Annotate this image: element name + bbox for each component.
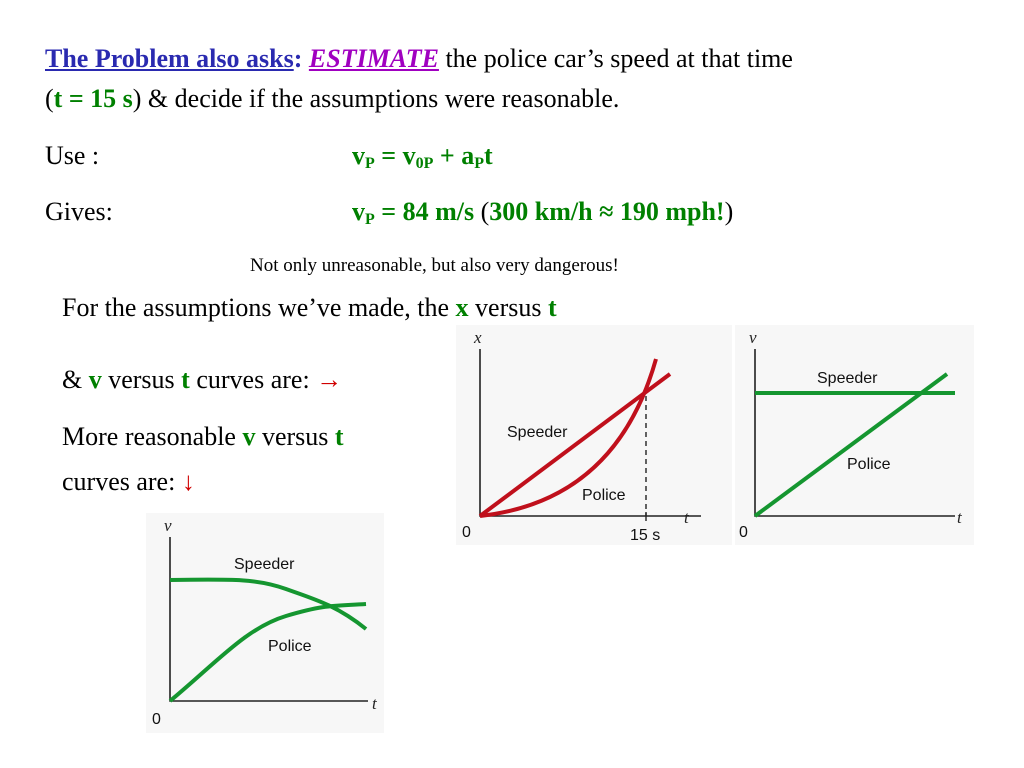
curves-post: curves are: bbox=[189, 365, 317, 394]
assumptions-line bbox=[62, 293, 557, 323]
assumptions-x: x bbox=[455, 293, 469, 322]
reasonable-pre: More reasonable bbox=[62, 422, 243, 451]
plot-v-vs-t bbox=[735, 325, 974, 545]
problem-line-1 bbox=[45, 44, 793, 74]
time-value: t = 15 s bbox=[53, 84, 133, 113]
problem-line-2 bbox=[45, 84, 619, 114]
vt2-origin-label: 0 bbox=[152, 711, 161, 728]
assumptions-mid: versus bbox=[468, 293, 548, 322]
vt-police-label: Police bbox=[847, 456, 891, 473]
eq-sub-0p: 0P bbox=[415, 155, 434, 172]
reasonable-t: t bbox=[334, 422, 344, 451]
eq-v: v bbox=[352, 141, 365, 170]
plot-v-vs-t-reasonable bbox=[146, 513, 384, 733]
xt-tick-label: 15 s bbox=[630, 527, 661, 544]
problem-line-2-rest: ) & decide if the assumptions were reasonable. bbox=[132, 84, 620, 113]
vt-speeder-label: Speeder bbox=[817, 370, 878, 387]
paren-open: ( bbox=[45, 84, 54, 113]
vt-origin-label: 0 bbox=[739, 524, 748, 541]
curves-are-text: curves are: bbox=[62, 467, 182, 496]
gives-result bbox=[352, 197, 733, 227]
vt-police-line bbox=[755, 374, 947, 516]
plot-x-vs-t bbox=[456, 325, 732, 545]
vt2-y-axis-label: v bbox=[164, 516, 172, 535]
vt2-x-axis-label: t bbox=[372, 694, 377, 713]
use-label: Use : bbox=[45, 141, 100, 170]
gives-value: = 84 m/s bbox=[374, 197, 475, 226]
vt2-speeder-label: Speeder bbox=[234, 556, 295, 573]
reasonable-mid: versus bbox=[255, 422, 335, 451]
estimate-word: ESTIMATE bbox=[308, 44, 439, 73]
curves-mid: versus bbox=[101, 365, 182, 394]
right-arrow-icon: → bbox=[316, 365, 343, 394]
problem-lead: The Problem also asks bbox=[45, 44, 294, 73]
problem-rest: the police car’s speed at that time bbox=[438, 44, 793, 73]
curves-amp: & bbox=[62, 365, 89, 394]
xt-origin-label: 0 bbox=[462, 524, 471, 541]
gives-conversion: 300 km/h ≈ 190 mph! bbox=[489, 197, 725, 226]
curves-v: v bbox=[88, 365, 102, 394]
assumptions-pre: For the assumptions we’ve made, the bbox=[62, 293, 456, 322]
gives-v: v bbox=[352, 197, 365, 226]
gives-paren-close: ) bbox=[724, 197, 734, 226]
vt2-police-label: Police bbox=[268, 638, 312, 655]
eq-sub-p2: P bbox=[474, 155, 484, 172]
vt-x-axis-label: t bbox=[957, 508, 962, 527]
gives-sub-p: P bbox=[365, 211, 375, 228]
xt-x-axis-label: t bbox=[684, 508, 689, 527]
curves-t: t bbox=[181, 365, 190, 394]
vt-y-axis-label: v bbox=[749, 328, 757, 347]
curves-line bbox=[62, 365, 342, 395]
assumptions-t: t bbox=[547, 293, 557, 322]
down-arrow-icon: ↓ bbox=[181, 467, 195, 496]
eq-t: t bbox=[484, 141, 493, 170]
reasonable-v: v bbox=[242, 422, 256, 451]
eq-plus: + a bbox=[433, 141, 475, 170]
use-equation bbox=[352, 141, 493, 171]
gives-paren-open: ( bbox=[474, 197, 490, 226]
xt-police-label: Police bbox=[582, 487, 626, 504]
curves-are-line bbox=[62, 467, 195, 497]
xt-y-axis-label: x bbox=[474, 328, 482, 347]
eq-equals: = v bbox=[374, 141, 416, 170]
xt-speeder-label: Speeder bbox=[507, 424, 568, 441]
warning-note: Not only unreasonable, but also very dangerous! bbox=[250, 255, 619, 276]
problem-colon: : bbox=[293, 44, 303, 73]
reasonable-line bbox=[62, 422, 344, 452]
eq-sub-p: P bbox=[365, 155, 375, 172]
gives-label: Gives: bbox=[45, 197, 113, 226]
